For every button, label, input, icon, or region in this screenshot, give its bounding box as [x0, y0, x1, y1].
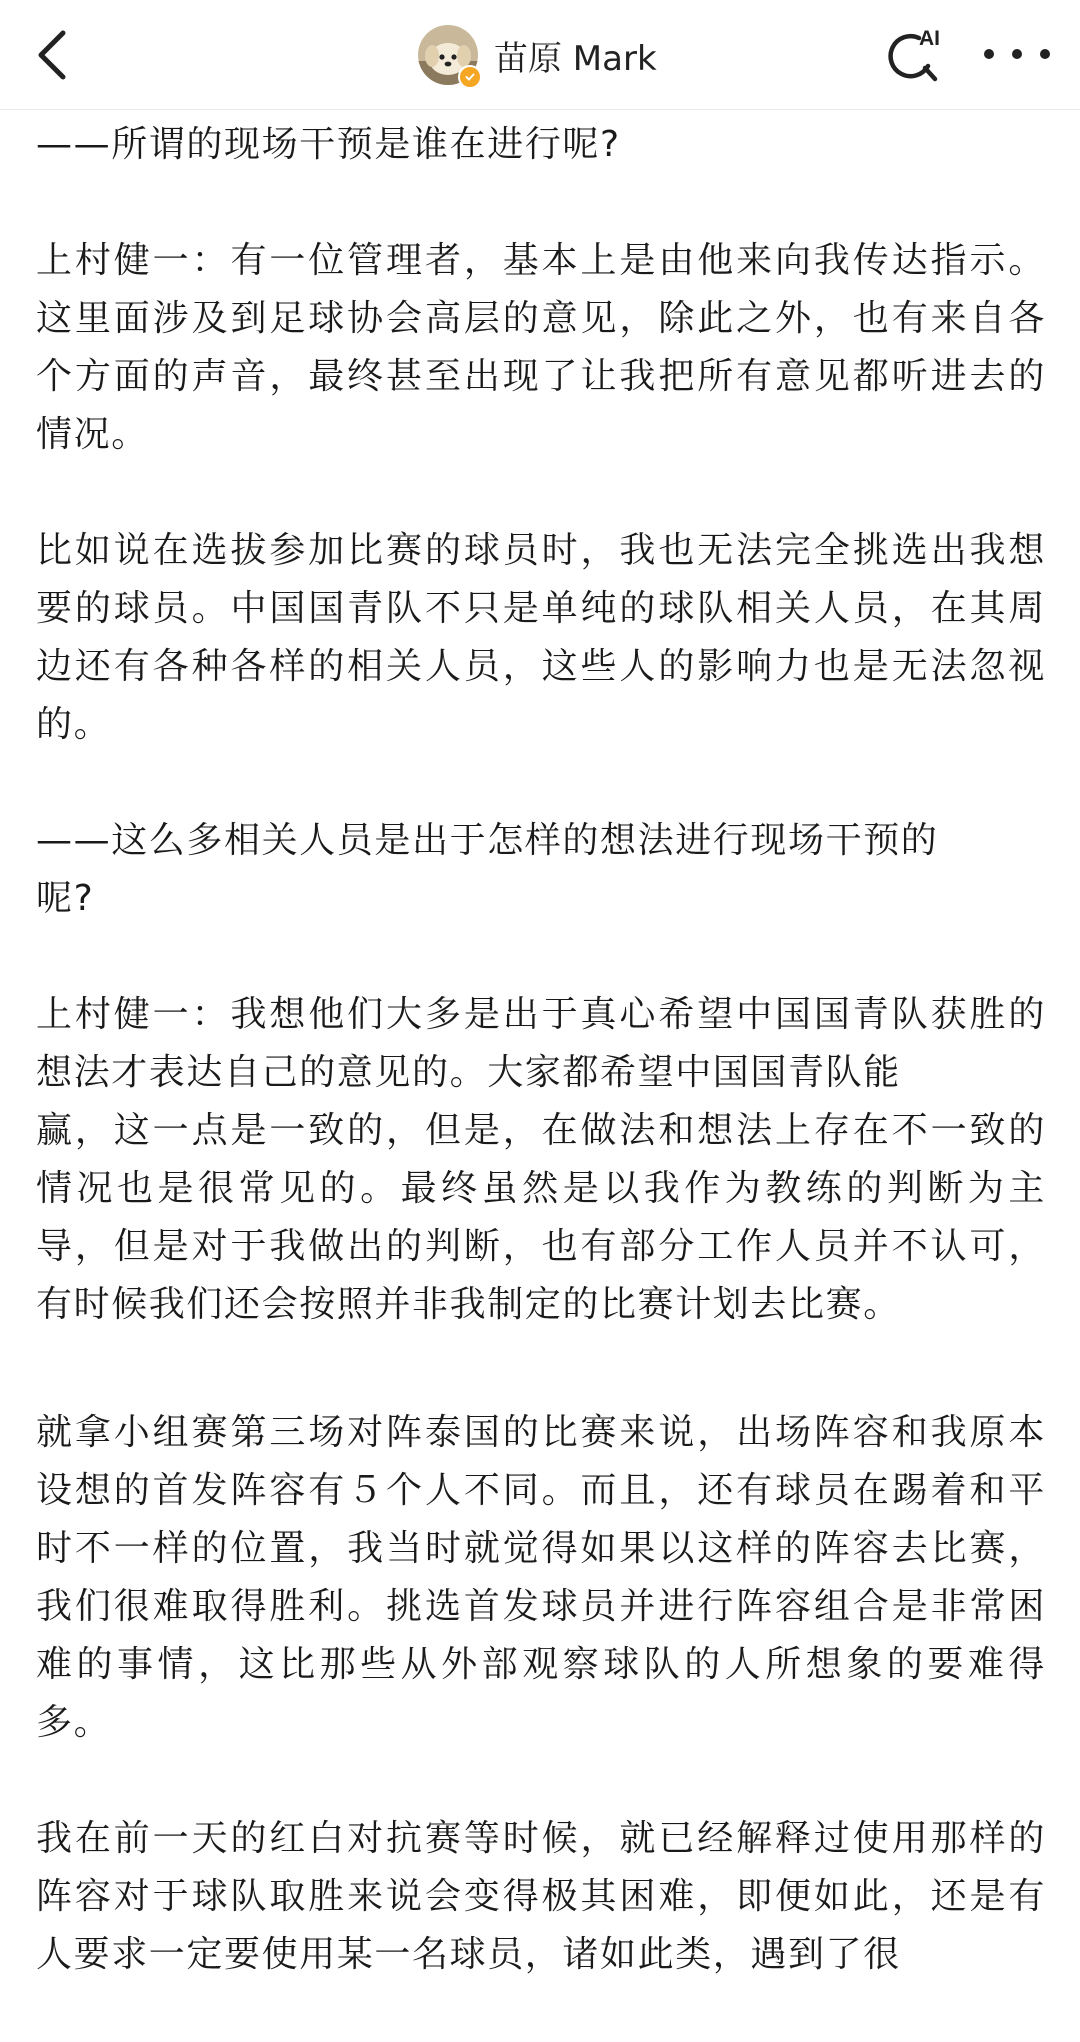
ai-search-button[interactable]: [886, 24, 950, 84]
verified-badge-icon: [458, 65, 482, 89]
article-paragraph: 我在前一天的红白对抗赛等时候，就已经解释过使用那样的阵容对于球队取胜来说会变得极其困难，即便如此，还是有人要求一定要使用某一名球员，诸如此类，遇到了很: [36, 1818, 1046, 1975]
article-paragraph: 上村健一：我想他们大多是出于真心希望中国国青队获胜的想法才表达自己的意见的。大家都希望中国国青队能 赢，这一点是一致的，但是，在做法和想法上存在不一致的情况也是很常见的。最终虽然是以我作为教练的判断为主导，但是对于我做出的判断，也有部分工作人员并不认可，有时候我们还会按照并非我制定的比赛计划去比赛。: [36, 994, 1046, 1325]
top-navigation-bar: [0, 0, 1080, 110]
ai-search-icon: [886, 24, 950, 84]
back-button[interactable]: [22, 25, 82, 85]
article-body: [36, 116, 1046, 2042]
article-paragraph: ——这么多相关人员是出于怎样的想法进行现场干预的 呢?: [36, 820, 939, 919]
article-paragraph: 就拿小组赛第三场对阵泰国的比赛来说，出场阵容和我原本设想的首发阵容有５个人不同。而且，还有球员在踢着和平时不一样的位置，我当时就觉得如果以这样的阵容去比赛，我们很难取得胜利。挑选首发球员并进行阵容组合是非常困难的事情，这比那些从外部观察球队的人所想象的要难得多。: [36, 1412, 1046, 1743]
avatar[interactable]: [418, 25, 478, 85]
article-paragraph: ——所谓的现场干预是谁在进行呢?: [36, 124, 621, 165]
ai-label: AI: [919, 27, 940, 50]
author-name[interactable]: 苗原 Mark: [494, 38, 657, 79]
more-dots-icon: [984, 49, 994, 59]
author-profile[interactable]: [418, 23, 657, 87]
more-dots-icon: [1040, 49, 1050, 59]
article-paragraph: 比如说在选拔参加比赛的球员时，我也无法完全挑选出我想要的球员。中国国青队不只是单纯的球队相关人员，在其周边还有各种各样的相关人员，这些人的影响力也是无法忽视的。: [36, 530, 1046, 745]
more-options-button[interactable]: [984, 34, 1050, 74]
more-dots-icon: [1012, 49, 1022, 59]
chevron-left-icon: [35, 29, 69, 81]
article-paragraph: 上村健一：有一位管理者，基本上是由他来向我传达指示。这里面涉及到足球协会高层的意见，除此之外，也有来自各个方面的声音，最终甚至出现了让我把所有意见都听进去的情况。: [36, 240, 1046, 455]
